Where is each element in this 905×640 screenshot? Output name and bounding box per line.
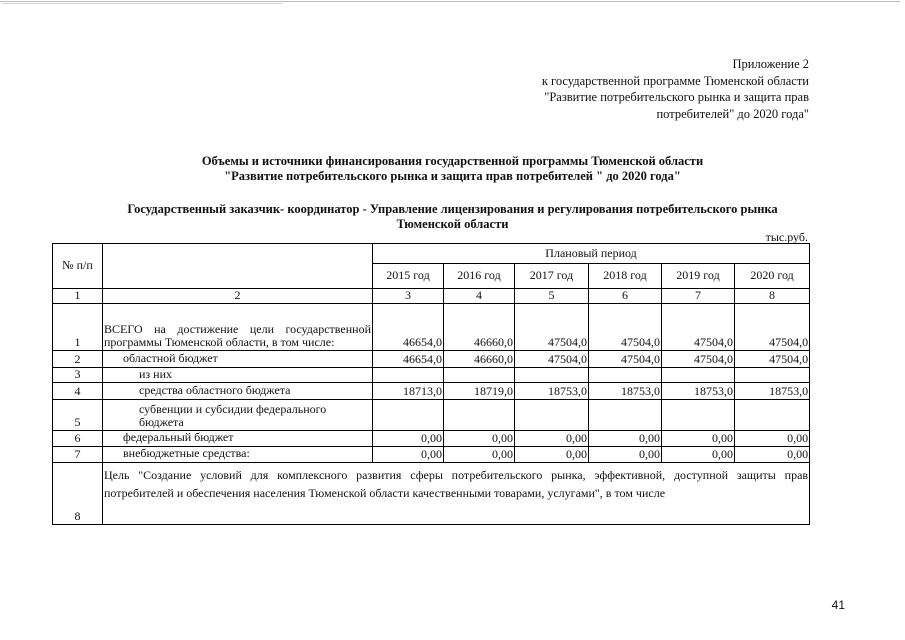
row-number: 1 <box>53 303 103 350</box>
row-value <box>444 399 515 430</box>
row-value: 47504,0 <box>735 350 810 367</box>
table-row <box>53 367 810 382</box>
header-year: 2015 год <box>373 264 444 289</box>
row-number: 5 <box>53 399 103 430</box>
title-line-2: "Развитие потребительского рынка и защита прав потребителей " до 2020 года" <box>224 169 681 183</box>
row-value: 0,00 <box>662 446 735 462</box>
table-row <box>53 430 810 446</box>
customer-line-2: Тюменской области <box>396 217 509 231</box>
units-label: тыс.руб. <box>765 230 808 244</box>
row-label: субвенции и субсидии федерального бюджета <box>103 399 373 430</box>
row-value <box>662 367 735 382</box>
appendix-line-4: потребителей" до 2020 года" <box>656 106 809 121</box>
row-value: 46654,0 <box>373 350 444 367</box>
scan-top-line-2 <box>2 3 282 4</box>
row-value <box>589 399 662 430</box>
table-row <box>53 446 810 462</box>
row-value: 47504,0 <box>662 350 735 367</box>
header-year: 2018 год <box>589 264 662 289</box>
row-label: из них <box>103 367 373 382</box>
row-label: ВСЕГО на достижение цели государственной программы Тюменской области, в том числе: <box>103 303 373 350</box>
row-value: 0,00 <box>515 430 589 446</box>
row-number: 2 <box>53 350 103 367</box>
header-year: 2017 год <box>515 264 589 289</box>
table-row <box>53 350 810 367</box>
title-line-1: Объемы и источники финансирования государственной программы Тюменской области <box>201 154 704 168</box>
row-value: 0,00 <box>444 430 515 446</box>
appendix-line-3: "Развитие потребительского рынка и защита прав <box>544 90 809 104</box>
header-year: 2020 год <box>735 264 810 289</box>
row-number: 4 <box>53 382 103 399</box>
row-label: областной бюджет <box>103 350 373 367</box>
column-number: 7 <box>662 289 735 304</box>
column-number: 5 <box>515 289 589 304</box>
state-customer <box>80 202 825 232</box>
row-label: средства областного бюджета <box>103 382 373 399</box>
scan-top-line <box>0 1 900 2</box>
row-value <box>444 367 515 382</box>
row-value: 0,00 <box>589 446 662 462</box>
row-value: 46660,0 <box>444 303 515 350</box>
appendix-header <box>542 56 809 122</box>
row-value <box>735 367 810 382</box>
table-row-goal <box>53 462 810 524</box>
row-value: 0,00 <box>373 446 444 462</box>
table-row <box>53 399 810 430</box>
row-value <box>515 399 589 430</box>
column-number: 2 <box>103 289 373 304</box>
row-value: 46660,0 <box>444 350 515 367</box>
row-value: 0,00 <box>444 446 515 462</box>
row-value <box>662 399 735 430</box>
row-value: 47504,0 <box>589 350 662 367</box>
row-value: 47504,0 <box>515 350 589 367</box>
column-number: 4 <box>444 289 515 304</box>
row-value <box>515 367 589 382</box>
row-value: 18753,0 <box>662 382 735 399</box>
row-value: 0,00 <box>373 430 444 446</box>
column-number: 3 <box>373 289 444 304</box>
row-value: 47504,0 <box>735 303 810 350</box>
row-number: 3 <box>53 367 103 382</box>
header-no: № п/п <box>53 244 103 289</box>
row-number: 8 <box>53 462 103 524</box>
document-title <box>80 154 825 184</box>
header-year: 2016 год <box>444 264 515 289</box>
row-value: 47504,0 <box>515 303 589 350</box>
row-value: 0,00 <box>735 430 810 446</box>
row-label: внебюджетные средства: <box>103 446 373 462</box>
table-row <box>53 382 810 399</box>
header-year: 2019 год <box>662 264 735 289</box>
row-value: 46654,0 <box>373 303 444 350</box>
column-number: 6 <box>589 289 662 304</box>
page-number: 41 <box>831 598 845 612</box>
appendix-line-2: к государственной программе Тюменской области <box>541 73 809 88</box>
row-value: 18713,0 <box>373 382 444 399</box>
row-number: 7 <box>53 446 103 462</box>
row-value <box>589 367 662 382</box>
row-value: 0,00 <box>515 446 589 462</box>
row-value <box>735 399 810 430</box>
appendix-line-1: Приложение 2 <box>732 57 809 71</box>
row-value: 0,00 <box>662 430 735 446</box>
header-planning-period: Плановый период <box>373 244 810 264</box>
row-value <box>373 367 444 382</box>
header-blank <box>103 244 373 289</box>
row-value: 47504,0 <box>662 303 735 350</box>
row-value: 18719,0 <box>444 382 515 399</box>
row-value: 18753,0 <box>589 382 662 399</box>
row-number: 6 <box>53 430 103 446</box>
customer-line-1: Государственный заказчик- координатор - Управление лицензирования и регулирования потребительского рынка <box>127 202 778 216</box>
financing-table <box>52 243 810 525</box>
row-value <box>373 399 444 430</box>
goal-text: Цель "Создание условий для комплексного развития сферы потребительского рынка, эффективной, доступной защиты прав потребителей и обеспечения населения Тюменской области качественными товарами, услугами", в том числе <box>103 462 810 524</box>
column-number: 1 <box>53 289 103 304</box>
row-value: 18753,0 <box>515 382 589 399</box>
column-number: 8 <box>735 289 810 304</box>
row-value: 47504,0 <box>589 303 662 350</box>
row-value: 0,00 <box>589 430 662 446</box>
table-row <box>53 303 810 350</box>
row-label: федеральный бюджет <box>103 430 373 446</box>
row-value: 0,00 <box>735 446 810 462</box>
row-value: 18753,0 <box>735 382 810 399</box>
